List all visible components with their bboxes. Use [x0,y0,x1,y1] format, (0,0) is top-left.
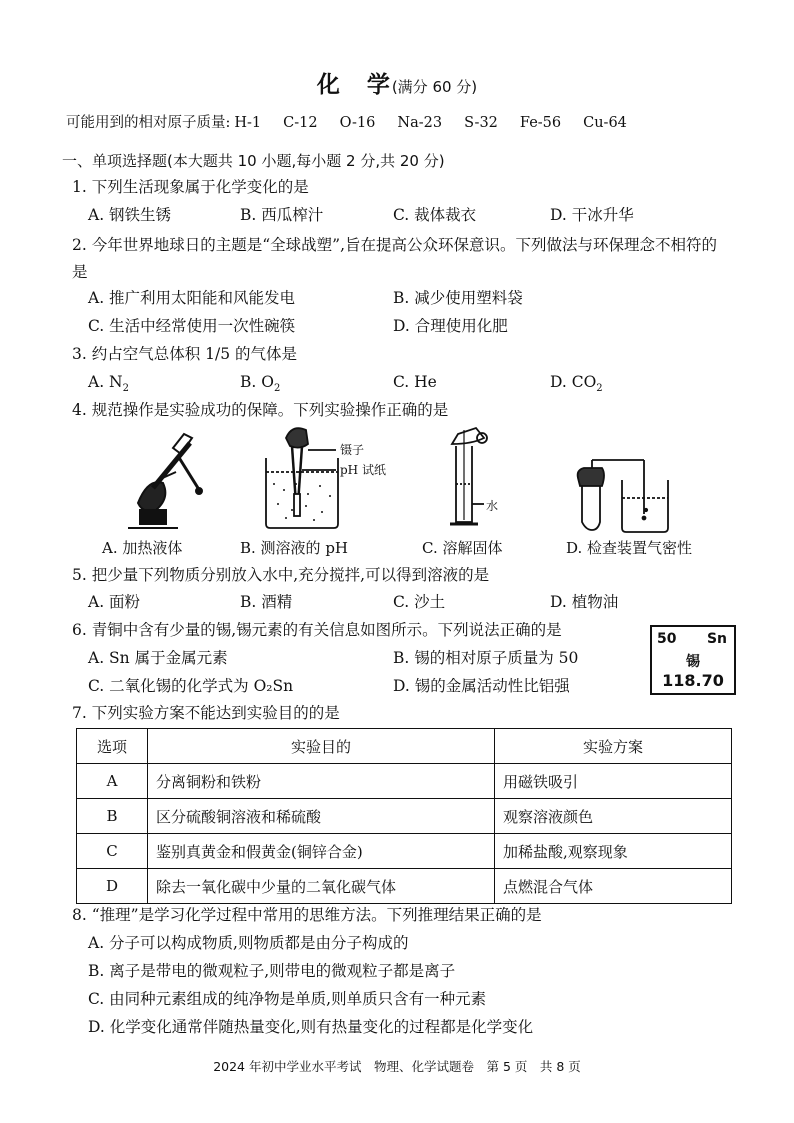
table-cell: B [77,799,148,834]
atomic-mass-item: O-16 [339,115,376,131]
dissolving-solid-figure [432,424,512,532]
q1-option-c: C. 裁体裁衣 [393,206,477,224]
atomic-number: 50 [657,631,677,647]
question-8-stem: 8. “推理”是学习化学过程中常用的思维方法。下列推理结果正确的是 [72,906,542,924]
question-5-stem: 5. 把少量下列物质分别放入水中,充分搅拌,可以得到溶液的是 [72,566,490,584]
q2-option-a: A. 推广利用太阳能和风能发电 [88,289,296,307]
table-cell: 区分硫酸铜溶液和稀硫酸 [148,799,495,834]
score-note: (满分 60 分) [391,78,478,96]
q2-option-c: C. 生活中经常使用一次性碗筷 [88,317,296,335]
q2-option-b: B. 减少使用塑料袋 [393,289,523,307]
q8-option-d: D. 化学变化通常伴随热量变化,则有热量变化的过程都是化学变化 [88,1018,534,1036]
ph-paper-label: pH 试纸 [340,463,386,477]
q1-option-d: D. 干冰升华 [550,206,634,224]
q8-option-c: C. 由同种元素组成的纯净物是单质,则单质只含有一种元素 [88,990,487,1008]
table-cell: 除去一氧化碳中少量的二氧化碳气体 [148,869,495,904]
atomic-mass-item: Cu-64 [583,115,627,131]
table-row [77,834,732,869]
water-label: 水 [486,499,499,513]
atomic-mass-item: Fe-56 [519,115,562,131]
q6-option-a: A. Sn 属于金属元素 [88,649,228,667]
question-1-stem: 1. 下列生活现象属于化学变化的是 [72,178,309,196]
element-symbol: Sn [706,631,727,647]
table-cell: D [77,869,148,904]
experiment-table [76,728,732,904]
subscript: 2 [122,383,129,395]
table-cell: C [77,834,148,869]
table-cell: 分离铜粉和铁粉 [148,764,495,799]
q6-option-d: D. 锡的金属活动性比铝强 [393,677,570,695]
q3-option-b [240,371,280,400]
table-cell: A [77,764,148,799]
q1-option-a: A. 钢铁生锈 [88,206,172,224]
element-card-tin [650,625,736,695]
q5-option-b: B. 酒精 [240,593,293,611]
subscript: 2 [596,383,603,395]
q4-option-d: D. 检查装置气密性 [566,539,693,557]
page-footer: 2024 年初中学业水平考试 物理、化学试题卷 第 5 页 共 8 页 [213,1059,581,1074]
question-2-stem: 2. 今年世界地球日的主题是“全球战塑”,旨在提高公众环保意识。下列做法与环保理念不相符的是 [72,236,717,281]
table-row [77,869,732,904]
atomic-mass-item: C-12 [283,115,318,131]
atomic-mass: 118.70 [662,671,724,690]
q8-option-b: B. 离子是带电的微观粒子,则带电的微观粒子都是离子 [88,962,456,980]
q3-option-a [88,371,129,400]
q8-option-a: A. 分子可以构成物质,则物质都是由分子构成的 [88,934,409,952]
atomic-mass-item: H-1 [234,115,262,131]
q4-option-b: B. 测溶液的 pH [240,539,349,557]
subject-title: 化 学 [316,72,392,98]
q5-option-c: C. 沙土 [393,593,446,611]
tweezers-label: 镊子 [340,443,365,457]
table-header: 实验目的 [148,729,495,764]
table-row [77,799,732,834]
table-cell: 观察溶液颜色 [495,799,732,834]
table-header: 选项 [77,729,148,764]
heating-liquid-figure [118,428,208,533]
table-cell: 鉴别真黄金和假黄金(铜锌合金) [148,834,495,869]
subscript: 2 [273,383,281,395]
table-header: 实验方案 [495,729,732,764]
q5-option-a: A. 面粉 [88,593,141,611]
question-4-stem: 4. 规范操作是实验成功的保障。下列实验操作正确的是 [72,401,449,419]
q3-option-c: C. He [393,373,437,391]
q3-option-d-text: D. CO [550,373,597,391]
q4-option-c: C. 溶解固体 [422,539,503,557]
table-cell: 加稀盐酸,观察现象 [495,834,732,869]
airtightness-figure [572,456,682,534]
atomic-mass-label: 可能用到的相对原子质量: [66,115,231,131]
table-cell: 用磁铁吸引 [495,764,732,799]
q6-option-b: B. 锡的相对原子质量为 50 [393,649,579,667]
q3-option-d [550,371,603,400]
ph-test-figure [256,424,396,532]
table-header-row [77,729,732,764]
table-cell: 点燃混合气体 [495,869,732,904]
atomic-mass-line [66,112,649,134]
question-3-stem: 3. 约占空气总体积 1/5 的气体是 [72,345,298,363]
q2-option-d: D. 合理使用化肥 [393,317,508,335]
q5-option-d: D. 植物油 [550,593,619,611]
q1-option-b: B. 西瓜榨汁 [240,206,324,224]
q3-option-a-text: A. N [88,373,123,391]
question-6-stem: 6. 青铜中含有少量的锡,锡元素的有关信息如图所示。下列说法正确的是 [72,621,562,639]
q4-option-a: A. 加热液体 [102,539,183,557]
table-row [77,764,732,799]
page-title [0,66,794,99]
question-7-stem: 7. 下列实验方案不能达到实验目的的是 [72,704,340,722]
element-name: 锡 [686,654,700,670]
atomic-mass-item: S-32 [464,115,498,131]
q3-option-b-text: B. O [240,373,274,391]
section-heading: 一、单项选择题(本大题共 10 小题,每小题 2 分,共 20 分) [62,152,445,170]
atomic-mass-item: Na-23 [397,115,443,131]
q6-option-c: C. 二氧化锡的化学式为 O₂Sn [88,677,294,695]
